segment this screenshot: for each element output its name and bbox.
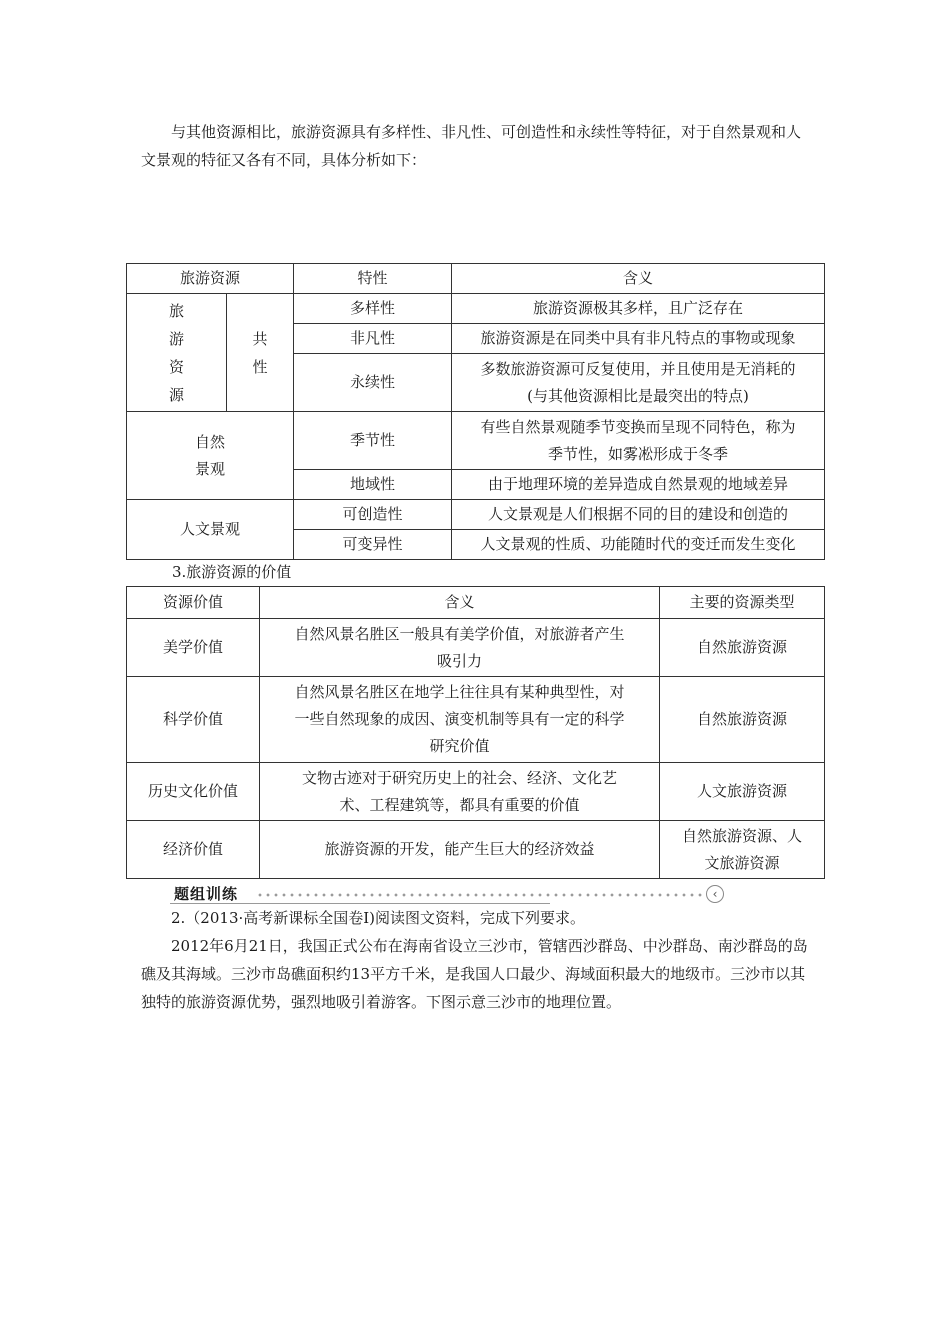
group-char: 性 xyxy=(252,357,268,376)
table2-header-meaning: 含义 xyxy=(260,587,660,619)
trait-cell: 多样性 xyxy=(294,294,452,324)
group-char: 旅 xyxy=(168,301,184,320)
tourism-value-table xyxy=(126,586,825,879)
meaning-line: 季节性，如雾凇形成于冬季 xyxy=(548,444,729,463)
tourism-traits-table xyxy=(126,263,825,560)
type-cell xyxy=(660,821,825,879)
table1-header-trait: 特性 xyxy=(294,264,452,294)
practice-banner-title: 题组训练 xyxy=(174,885,239,903)
intro-paragraph: 与其他资源相比，旅游资源具有多样性、非凡性、可创造性和永续性等特征，对于自然景观和人文景观的特征又各有不同，具体分析如下： xyxy=(141,123,802,169)
meaning-line: 吸引力 xyxy=(436,651,482,670)
type-cell: 自然旅游资源 xyxy=(660,677,825,763)
meaning-cell xyxy=(452,354,825,412)
meaning-line: 自然风景名胜区一般具有美学价值，对旅游者产生 xyxy=(294,624,625,643)
meaning-line: 有些自然景观随季节变换而呈现不同特色，称为 xyxy=(480,417,796,436)
meaning-line: (与其他资源相比是最突出的特点) xyxy=(527,386,749,405)
value-cell: 经济价值 xyxy=(127,821,260,879)
group-line: 景观 xyxy=(195,459,226,478)
meaning-cell: 旅游资源极其多样，且广泛存在 xyxy=(452,294,825,324)
practice-banner xyxy=(170,882,718,906)
meaning-cell: 人文景观是人们根据不同的目的建设和创造的 xyxy=(452,500,825,530)
dotted-divider xyxy=(256,893,706,897)
trait-cell: 可变异性 xyxy=(294,530,452,560)
meaning-line: 研究价值 xyxy=(429,737,490,755)
type-line: 文旅游资源 xyxy=(704,853,780,872)
group-char: 游 xyxy=(168,329,184,348)
meaning-cell xyxy=(260,763,660,821)
meaning-cell: 由于地理环境的差异造成自然景观的地域差异 xyxy=(452,470,825,500)
group-char: 资 xyxy=(168,357,184,376)
meaning-cell xyxy=(260,619,660,677)
table2-header-value: 资源价值 xyxy=(127,587,260,619)
chevron-left-icon: ‹ xyxy=(706,885,724,903)
group-tourism-resource xyxy=(127,294,227,412)
value-cell: 美学价值 xyxy=(127,619,260,677)
group-natural-landscape xyxy=(127,412,294,500)
banner-underline xyxy=(170,903,550,904)
group-char: 共 xyxy=(252,329,268,348)
value-cell: 科学价值 xyxy=(127,677,260,763)
meaning-cell xyxy=(452,412,825,470)
value-cell: 历史文化价值 xyxy=(127,763,260,821)
type-line: 自然旅游资源、人 xyxy=(681,826,802,845)
trait-cell: 永续性 xyxy=(294,354,452,412)
question-2: 2.（2013·高考新课标全国卷Ⅰ)阅读图文资料，完成下列要求。 xyxy=(171,909,586,927)
group-common xyxy=(227,294,294,412)
meaning-line: 自然风景名胜区在地学上往往具有某种典型性，对 xyxy=(294,683,625,701)
question-passage: 2012年6月21日，我国正式公布在海南省设立三沙市，管辖西沙群岛、中沙群岛、南沙群岛的岛礁及其海域。三沙市岛礁面积约13平方千米，是我国人口最少、海域面积最大的地级市。三沙市以其独特的旅游资源优势，强烈地吸引着游客。下图示意三沙市的地理位置。 xyxy=(141,937,808,1011)
table2-header-type: 主要的资源类型 xyxy=(660,587,825,619)
meaning-line: 术、工程建筑等，都具有重要的价值 xyxy=(339,795,580,814)
group-line: 自然 xyxy=(195,432,226,451)
meaning-cell: 人文景观的性质、功能随时代的变迁而发生变化 xyxy=(452,530,825,560)
trait-cell: 可创造性 xyxy=(294,500,452,530)
trait-cell: 季节性 xyxy=(294,412,452,470)
meaning-line: 文物古迹对于研究历史上的社会、经济、文化艺 xyxy=(301,768,617,787)
meaning-line: 多数旅游资源可反复使用，并且使用是无消耗的 xyxy=(480,359,796,378)
group-char: 源 xyxy=(168,385,184,404)
type-cell: 自然旅游资源 xyxy=(660,619,825,677)
trait-cell: 非凡性 xyxy=(294,324,452,354)
section-3-title: 3.旅游资源的价值 xyxy=(172,563,292,581)
group-human-landscape: 人文景观 xyxy=(127,500,294,560)
meaning-line: 一些自然现象的成因、演变机制等具有一定的科学 xyxy=(294,710,625,728)
meaning-cell xyxy=(260,677,660,763)
meaning-cell: 旅游资源的开发，能产生巨大的经济效益 xyxy=(260,821,660,879)
type-cell: 人文旅游资源 xyxy=(660,763,825,821)
trait-cell: 地域性 xyxy=(294,470,452,500)
table1-header-meaning: 含义 xyxy=(452,264,825,294)
table1-header-resource: 旅游资源 xyxy=(127,264,294,294)
meaning-cell: 旅游资源是在同类中具有非凡特点的事物或现象 xyxy=(452,324,825,354)
